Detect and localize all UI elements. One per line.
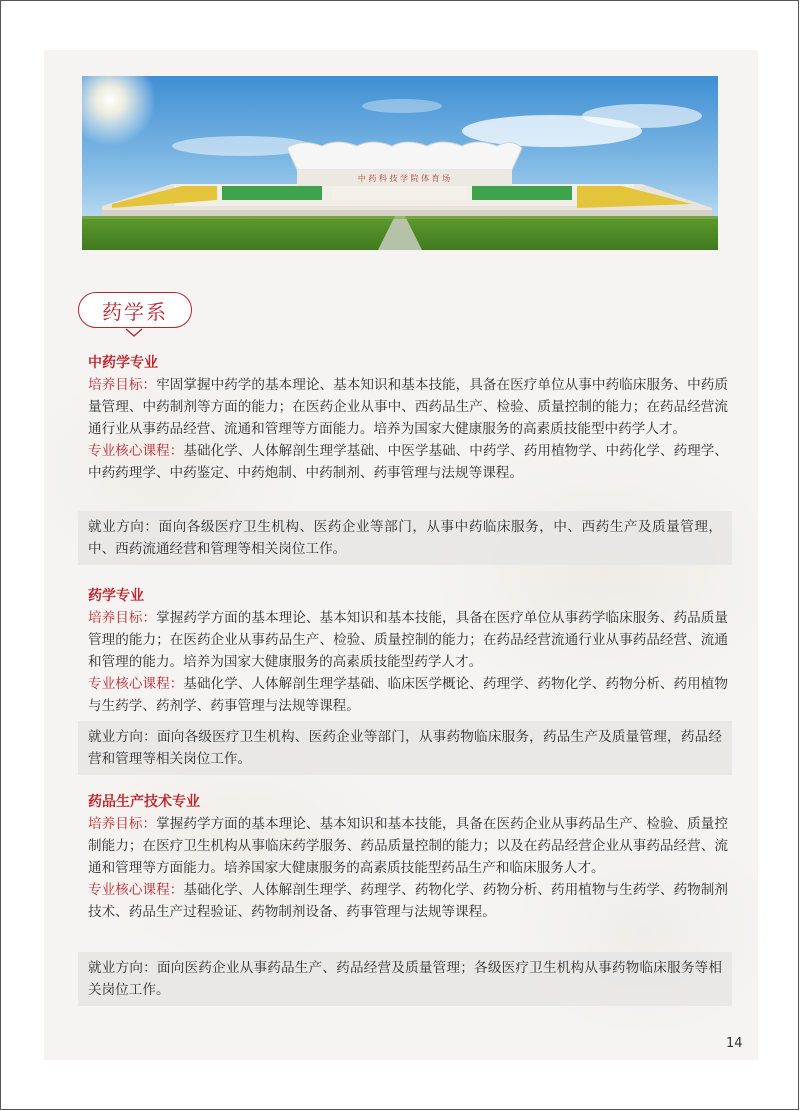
course-text: 基础化学、人体解剖生理学基础、中医学基础、中药学、药用植物学、中药化学、药理学、中药药理学、中药鉴定、中药炮制、中药制剂、药事管理与法规等课程。 (88, 443, 729, 481)
job-label: 就业方向： (88, 519, 159, 535)
course-label: 专业核心课程： (88, 676, 184, 692)
goal-label: 培养目标： (88, 816, 157, 832)
course-text: 基础化学、人体解剖生理学基础、临床医学概论、药理学、药物化学、药物分析、药用植物与生药学、药剂学、药事管理与法规等课程。 (88, 676, 729, 714)
course-label: 专业核心课程： (88, 443, 184, 459)
major-block-3 (88, 791, 728, 923)
stadium-photo (82, 76, 718, 250)
job-text: 面向医药企业从事药品生产、药品经营及质量管理；各级医疗卫生机构从事药物临床服务等相关岗位工作。 (88, 960, 723, 998)
job-label: 就业方向： (88, 960, 157, 976)
goal-text: 牢固掌握中药学的基本理论、基本知识和基本技能，具备在医疗单位从事中药临床服务、中药质量管理、中药制剂等方面的能力；在医药企业从事中、西药品生产、检验、质量控制的能力；在药品经营流通行业从事药品经营、流通和管理等方面能力。培养为国家大健康服务的高素质技能型中药学人才。 (88, 377, 729, 437)
major-title: 中药学专业 (88, 355, 158, 371)
major-block-2 (88, 585, 728, 717)
goal-label: 培养目标： (88, 610, 157, 626)
page-number: 14 (726, 1036, 743, 1051)
major-title: 药学专业 (88, 588, 144, 604)
section-title-badge (78, 292, 194, 332)
core-courses (88, 673, 728, 717)
job-text: 面向各级医疗卫生机构、医药企业等部门，从事中药临床服务，中、西药生产及质量管理，中、西药流通经营和管理等相关岗位工作。 (88, 519, 723, 557)
core-courses (88, 440, 728, 484)
core-courses (88, 879, 728, 923)
training-goal (88, 813, 728, 879)
chevron-down-icon (124, 328, 144, 338)
stadium-banner-text: 中 药 科 技 学 院 体 育 场 (357, 174, 451, 183)
employment-box-1 (78, 511, 732, 565)
course-text: 基础化学、人体解剖生理学、药理学、药物化学、药物分析、药用植物与生药学、药物制剂技术、药品生产过程验证、药物制剂设备、药事管理与法规等课程。 (88, 882, 729, 920)
job-text: 面向各级医疗卫生机构、医药企业等部门，从事药物临床服务，药品生产及质量管理，药品经营和管理等相关岗位工作。 (88, 729, 723, 767)
training-goal (88, 607, 728, 673)
goal-text: 掌握药学方面的基本理论、基本知识和基本技能，具备在医疗单位从事药学临床服务、药品质量管理的能力；在医药企业从事药品生产、检验、质量控制的能力；在药品经营流通行业从事药品经营、流通和管理的能力。培养为国家大健康服务的高素质技能型药学人才。 (88, 610, 729, 670)
goal-label: 培养目标： (88, 377, 157, 393)
major-title: 药品生产技术专业 (88, 794, 200, 810)
section-title: 药学系 (78, 292, 192, 328)
employment-box-3 (78, 952, 732, 1006)
training-goal (88, 374, 728, 440)
job-label: 就业方向： (88, 729, 157, 745)
course-label: 专业核心课程： (88, 882, 184, 898)
major-block-1 (88, 352, 728, 484)
employment-box-2 (78, 721, 732, 775)
goal-text: 掌握药学方面的基本理论、基本知识和基本技能，具备在医药企业从事药品生产、检验、质量控制能力；在医疗卫生机构从事临床药学服务、药品质量控制的能力；以及在药品经营企业从事药品经营、流通和管理等方面能力。培养国家大健康服务的高素质技能型药品生产和临床服务人才。 (88, 816, 729, 876)
